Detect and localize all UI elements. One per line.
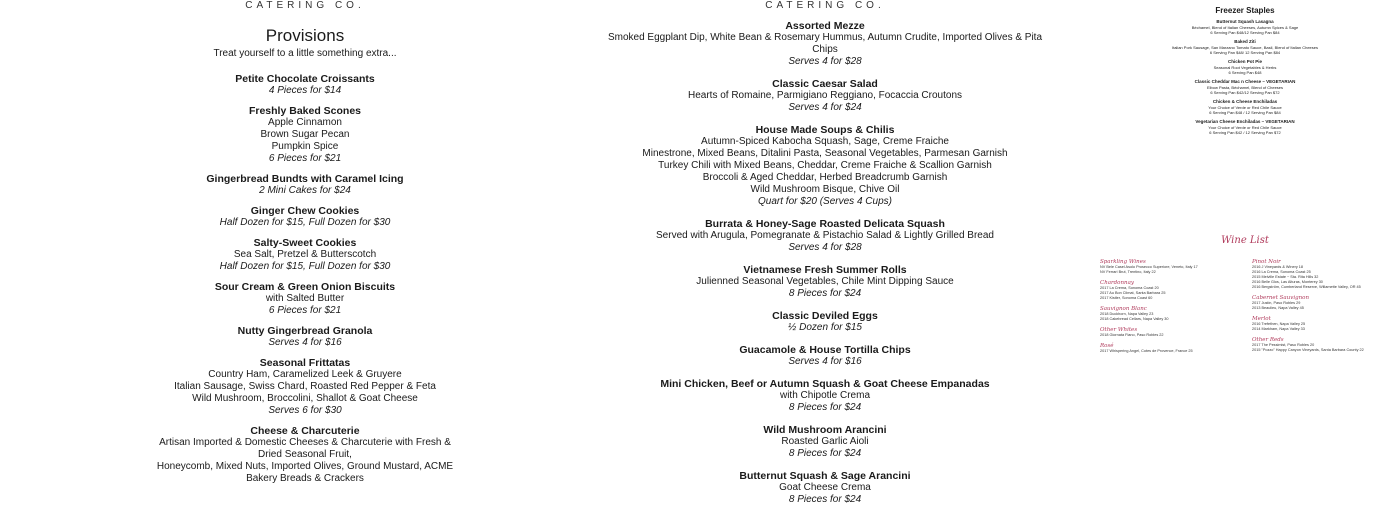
freezer-wine-column: [1100, 0, 1390, 354]
menu-item: [155, 325, 455, 349]
freezer-item: [1100, 19, 1390, 35]
menu-item-name: Nutty Gingerbread Granola: [237, 325, 373, 337]
provisions-title: Provisions: [265, 26, 345, 45]
mezze-list: [600, 20, 1050, 506]
freezer-list: [1100, 19, 1390, 135]
wine-right-column: [1252, 254, 1390, 354]
wine-category: Sauvignon Blanc: [1100, 306, 1147, 312]
freezer-item-description: 6 Serving Pan $48 / 12 Serving Pan $84: [1209, 110, 1281, 115]
menu-item-description: Broccoli & Aged Cheddar, Herbed Breadcrumb Garnish: [702, 172, 948, 183]
wine-entry: 2016 J Vineyards & Winery 18: [1252, 265, 1304, 269]
menu-item-name: Assorted Mezze: [785, 20, 865, 32]
menu-item-name: Burrata & Honey-Sage Roasted Delicata Squash: [705, 218, 945, 230]
wine-category: Cabernet Sauvignon: [1252, 295, 1310, 301]
menu-item-price: Serves 4 for $16: [788, 356, 862, 367]
menu-item-name: Petite Chocolate Croissants: [235, 73, 375, 85]
freezer-item-description: 6 Serving Pan $42 / 12 Serving Pan $72: [1209, 130, 1281, 135]
menu-item: [155, 425, 455, 485]
menu-item-description: Smoked Eggplant Dip, White Bean & Rosemary Hummus, Autumn Crudite, Imported Olives & Pita Chips: [607, 32, 1043, 55]
freezer-item-name: Chicken Pot Pie: [1227, 59, 1262, 64]
menu-item: [155, 205, 455, 229]
wine-category: Pinot Noir: [1252, 259, 1281, 265]
menu-item-price: Serves 4 for $28: [788, 56, 862, 67]
menu-item-description: Turkey Chili with Mixed Beans, Cheddar, Creme Fraiche & Scallion Garnish: [658, 160, 992, 171]
menu-item: [600, 310, 1050, 334]
menu-item-price: ½ Dozen for $15: [788, 322, 862, 333]
brand-logo: CATERING CO.: [245, 0, 365, 11]
menu-item-name: Classic Caesar Salad: [772, 78, 878, 90]
menu-item-price: Quart for $20 (Serves 4 Cups): [758, 196, 892, 207]
menu-item-name: Salty-Sweet Cookies: [253, 237, 357, 249]
menu-item: [600, 78, 1050, 114]
freezer-item-description: Elbow Pasta, Béchamel, Blend of Cheeses: [1206, 85, 1284, 90]
freezer-item-description: 6 Serving Pan $48: [1228, 70, 1262, 75]
menu-item-name: Guacamole & House Tortilla Chips: [739, 344, 911, 356]
menu-item-description: with Chipotle Crema: [779, 390, 871, 401]
menu-item-price: 4 Pieces for $14: [268, 85, 342, 96]
wine-grid: [1100, 254, 1390, 354]
menu-item: [600, 264, 1050, 300]
mezze-column: [600, 0, 1050, 516]
menu-item-price: Half Dozen for $15, Full Dozen for $30: [219, 261, 391, 272]
wine-entry: 2018 Giornata Fiano, Paso Robles 22: [1100, 333, 1164, 337]
freezer-item: [1100, 79, 1390, 95]
wine-entry: 2013 Beaulieu, Napa Valley 45: [1252, 306, 1304, 310]
provisions-subtitle: Treat yourself to a little something extra...: [213, 48, 397, 59]
wine-entry: NV Ferrari Brut, Trentino, Italy 22: [1100, 270, 1156, 274]
wine-entry: 2017 Justin, Paso Robles 29: [1252, 301, 1301, 305]
wine-category: Other Whites: [1100, 327, 1138, 333]
freezer-item-description: Seasonal Root Vegetables & Herbs: [1213, 65, 1277, 70]
menu-item-price: Half Dozen for $15, Full Dozen for $30: [219, 217, 391, 228]
menu-item-price: 8 Pieces for $24: [788, 288, 862, 299]
menu-item-description: Hearts of Romaine, Parmigiano Reggiano, Focaccia Croutons: [687, 90, 963, 101]
menu-item-description: Julienned Seasonal Vegetables, Chile Mint Dipping Sauce: [696, 276, 954, 287]
wine-entry: 2018 Duckhorn, Napa Valley 23: [1100, 312, 1154, 316]
wine-category: Rosé: [1100, 343, 1114, 349]
menu-item-description: Goat Cheese Crema: [779, 482, 871, 493]
wine-category: Merlot: [1252, 316, 1271, 322]
menu-item-price: Serves 4 for $16: [268, 337, 342, 348]
menu-item-price: 6 Pieces for $21: [268, 305, 342, 316]
menu-item-description: Country Ham, Caramelized Leek & Gruyere: [208, 369, 402, 380]
menu-item-name: Vietnamese Fresh Summer Rolls: [743, 264, 907, 276]
menu-item-description: Apple Cinnamon: [268, 117, 342, 128]
menu-item-description: Pumpkin Spice: [271, 141, 339, 152]
menu-item-description: Sea Salt, Pretzel & Butterscotch: [233, 249, 377, 260]
menu-item: [600, 470, 1050, 506]
wine-list-title: Wine List: [1221, 235, 1269, 246]
wine-entry: NV Bele Casel Asolo Prosecco Superiore, Veneto, Italy 17: [1100, 265, 1198, 269]
menu-item: [600, 378, 1050, 414]
menu-item-name: Freshly Baked Scones: [248, 105, 362, 117]
wine-entry: 2016 Belle Glos, Las Alturas, Monterey 30: [1252, 280, 1323, 284]
menu-item-name: Wild Mushroom Arancini: [763, 424, 887, 436]
freezer-item-description: Béchamel, Blend of Italian Cheeses, Autumn Spices & Sage: [1191, 25, 1299, 30]
wine-category: Sparkling Wines: [1100, 259, 1146, 265]
freezer-item: [1100, 99, 1390, 115]
freezer-item-name: Baked Ziti: [1234, 39, 1256, 44]
freezer-item: [1100, 119, 1390, 135]
menu-item: [155, 105, 455, 165]
wine-entry: 2014 Markham, Napa Valley 33: [1252, 327, 1305, 331]
menu-item: [600, 424, 1050, 460]
provisions-column: [155, 0, 455, 493]
wine-entry: 2016 La Crema, Sonoma Coast 25: [1252, 270, 1311, 274]
wine-category: Chardonnay: [1100, 280, 1134, 286]
wine-entry: 2015 Melville Estate ~ Sta. Rita Hills 32: [1252, 275, 1319, 279]
freezer-item-description: 6 Serving Pan $42/12 Serving Pan $72: [1210, 90, 1280, 95]
menu-item-description: Minestrone, Mixed Beans, Ditalini Pasta, Seasonal Vegetables, Parmesan Garnish: [642, 148, 1008, 159]
menu-item: [600, 218, 1050, 254]
menu-item: [155, 237, 455, 273]
wine-entry: 2016 Trefethen, Napa Valley 25: [1252, 322, 1306, 326]
menu-item-description: Roasted Garlic Aioli: [781, 436, 869, 447]
menu-item-description: Italian Sausage, Swiss Chard, Roasted Red Pepper & Feta: [174, 381, 436, 392]
menu-item-name: Sour Cream & Green Onion Biscuits: [214, 281, 396, 293]
freezer-title: Freezer Staples: [1215, 6, 1275, 15]
menu-item-description: Honeycomb, Mixed Nuts, Imported Olives, Ground Mustard, ACME Bakery Breads & Crackers: [156, 461, 454, 484]
menu-item-description: with Salted Butter: [265, 293, 345, 304]
wine-entry: 2018 Cakebread Cellars, Napa Valley 30: [1100, 317, 1169, 321]
menu-item: [155, 281, 455, 317]
menu-item-description: Wild Mushroom Bisque, Chive Oil: [750, 184, 900, 195]
menu-item-name: Cheese & Charcuterie: [250, 425, 360, 437]
menu-item-price: 8 Pieces for $24: [788, 494, 862, 505]
menu-item-name: Mini Chicken, Beef or Autumn Squash & Goat Cheese Empanadas: [660, 378, 990, 390]
menu-item-description: Autumn-Spiced Kabocha Squash, Sage, Creme Fraiche: [701, 136, 949, 147]
wine-left-column: [1100, 254, 1238, 354]
menu-item: [600, 344, 1050, 368]
wine-entry: 2017 Whispering Angel, Cotes de Provence, France 25: [1100, 349, 1193, 353]
wine-entry: 2017 Kistler, Sonoma Coast 60: [1100, 296, 1153, 300]
wine-entry: 2016 Bergström, Cumberland Reserve, Willamette Valley, OR 45: [1252, 285, 1361, 289]
freezer-item-name: Butternut Squash Lasagna: [1216, 19, 1274, 24]
menu-item-name: Classic Deviled Eggs: [772, 310, 878, 322]
freezer-item-description: 6 Serving Pan $48/12 Serving Pan $84: [1210, 30, 1280, 35]
menu-item: [600, 20, 1050, 68]
menu-item-name: Seasonal Frittatas: [259, 357, 351, 369]
freezer-item-description: 6 Serving Pan $48/ 12 Serving Pan $84: [1209, 50, 1281, 55]
wine-entry: 2017 La Crema, Sonoma Coast 20: [1100, 286, 1159, 290]
menu-item: [155, 73, 455, 97]
menu-item-price: Serves 4 for $28: [788, 242, 862, 253]
menu-item-name: Gingerbread Bundts with Caramel Icing: [206, 173, 404, 185]
menu-item: [155, 357, 455, 417]
menu-item-price: Serves 4 for $24: [788, 102, 862, 113]
menu-item-name: Ginger Chew Cookies: [250, 205, 360, 217]
menu-item-name: Butternut Squash & Sage Arancini: [739, 470, 911, 482]
menu-item-price: 6 Pieces for $21: [268, 153, 342, 164]
freezer-item-name: Classic Cheddar Mac n Cheese – VEGETARIAN: [1194, 79, 1296, 84]
menu-item-description: Wild Mushroom, Broccolini, Shallot & Goat Cheese: [192, 393, 418, 404]
freezer-item: [1100, 39, 1390, 55]
menu-item-name: House Made Soups & Chilis: [755, 124, 895, 136]
wine-entry: 2015 "Pozzo" Happy Canyon Vineyards, Santa Barbara County 22: [1252, 348, 1364, 352]
freezer-item-description: Your Choice of Verde or Red Chile Sauce: [1208, 105, 1282, 110]
freezer-item-description: Your Choice of Verde or Red Chile Sauce: [1208, 125, 1282, 130]
freezer-item: [1100, 59, 1390, 75]
menu-item-description: Served with Arugula, Pomegranate & Pistachio Salad & Lightly Grilled Bread: [656, 230, 994, 241]
provisions-list: [155, 73, 455, 485]
menu-item-description: Brown Sugar Pecan: [260, 129, 350, 140]
menu-item-description: Artisan Imported & Domestic Cheeses & Charcuterie with Fresh & Dried Seasonal Fruit,: [159, 437, 451, 460]
menu-item-price: 8 Pieces for $24: [788, 448, 862, 459]
brand-logo: CATERING CO.: [765, 0, 885, 11]
wine-entry: 2017 Au Bon Climat, Santa Barbara 25: [1100, 291, 1166, 295]
freezer-item-name: Vegetarian Cheese Enchiladas – VEGETARIAN: [1195, 119, 1295, 124]
menu-item-price: 8 Pieces for $24: [788, 402, 862, 413]
menu-item: [155, 173, 455, 197]
wine-entry: 2017 The Pessimist, Paso Robles 20: [1252, 343, 1315, 347]
wine-category: Other Reds: [1252, 337, 1284, 343]
freezer-item-description: Italian Pork Sausage, San Marzano Tomato Sauce, Basil, Blend of Italian Cheeses: [1171, 45, 1318, 50]
menu-item-price: Serves 6 for $30: [268, 405, 342, 416]
freezer-item-name: Chicken & Cheese Enchiladas: [1212, 99, 1278, 104]
menu-item-price: 2 Mini Cakes for $24: [259, 185, 351, 196]
menu-item: [600, 124, 1050, 208]
